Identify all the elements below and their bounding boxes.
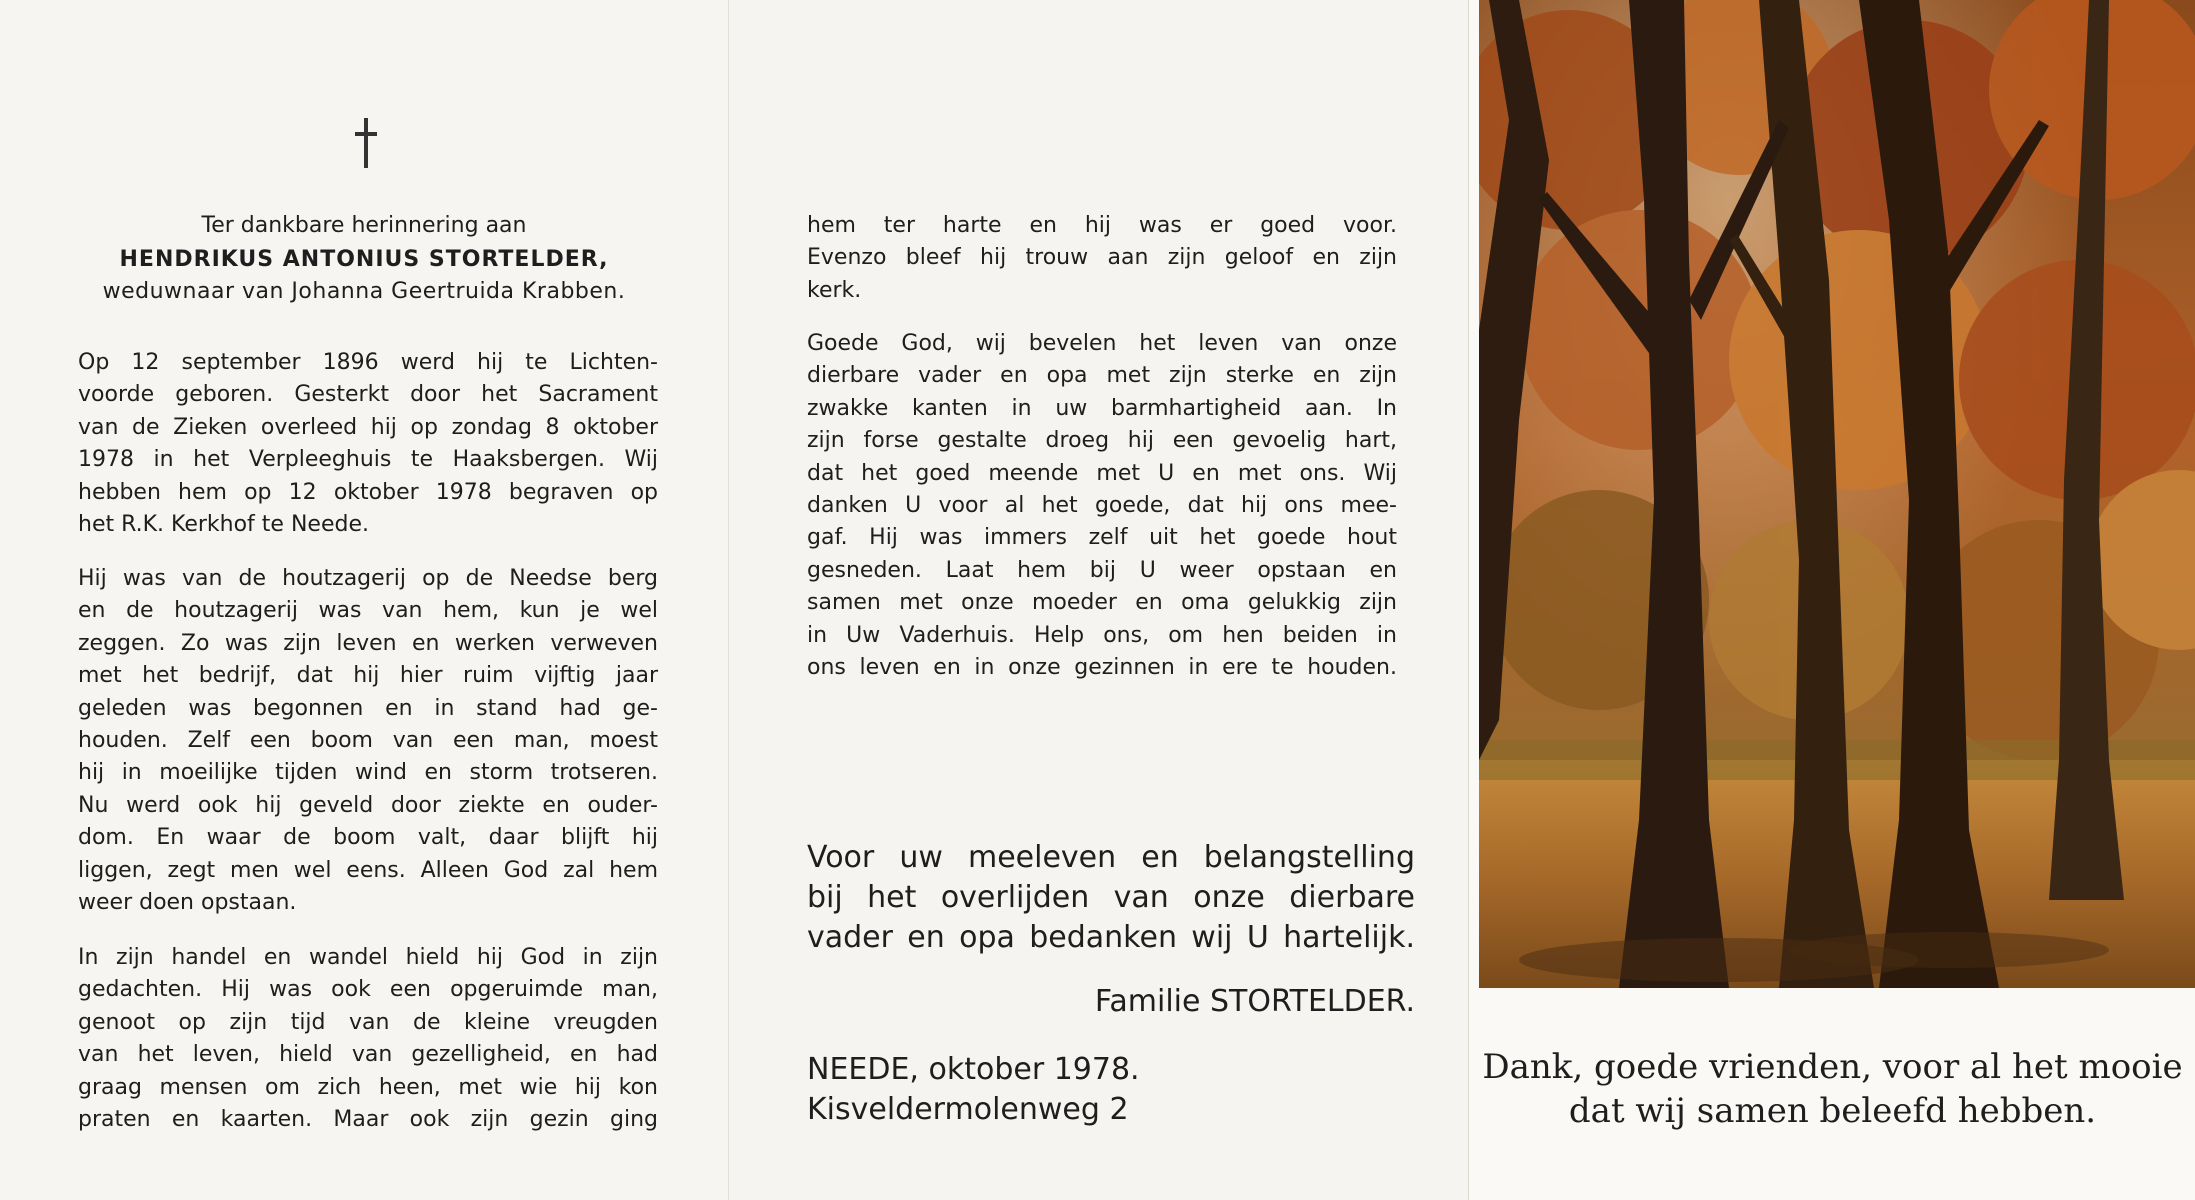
text-line: 1978 in het Verpleeghuis te Haaksbergen. Wij (78, 447, 658, 473)
text-line: liggen, zegt men wel eens. Alleen God zal hem (78, 857, 658, 883)
text-line: van de Zieken overleed hij op zondag 8 oktober (78, 414, 658, 440)
text-line: van het leven, hield van gezelligheid, en had (78, 1042, 658, 1068)
text-line: ons leven en in onze gezinnen in ere te houden. (807, 655, 1397, 681)
text-line: dat het goed meende met U en met ons. Wij (807, 460, 1397, 486)
text-line: hij in moeilijke tijden wind en storm trotseren. (78, 760, 658, 786)
cross-icon (355, 118, 377, 168)
text-line: het R.K. Kerkhof te Neede. (78, 512, 369, 538)
text-line: houden. Zelf een boom van een man, moest (78, 728, 658, 754)
text-line: hem ter harte en hij was er goed voor. (807, 213, 1397, 238)
text-line: gaf. Hij was immers zelf uit het goede hout (807, 525, 1397, 551)
intro-text: Ter dankbare herinnering aan (201, 213, 527, 238)
middle-panel (728, 0, 1468, 1200)
text-line: genoot op zijn tijd van de kleine vreugden (78, 1009, 658, 1035)
address: Kisveldermolenweg 2 (807, 1092, 1129, 1127)
text-line: Evenzo bleef hij trouw aan zijn geloof en zijn (807, 245, 1397, 271)
caption-line: dat wij samen beleefd hebben. (1568, 1091, 2097, 1131)
text-line: Goede God, wij bevelen het leven van onze (807, 331, 1397, 356)
caption-line: Dank, goede vrienden, voor al het mooie (1482, 1047, 2183, 1087)
text-line: samen met onze moeder en oma gelukkig zijn (807, 590, 1397, 616)
text-line: Op 12 september 1896 werd hij te Lichten- (78, 350, 658, 375)
biography-paragraph-3 (78, 942, 658, 1136)
right-panel (1468, 0, 2195, 1200)
text-line: kerk. (807, 277, 862, 303)
text-line: In zijn handel en wandel hield hij God in zijn (78, 945, 658, 970)
family-signature: Familie STORTELDER. (1094, 984, 1415, 1019)
text-line: gedachten. Hij was ook een opgeruimde man, (78, 977, 658, 1003)
text-line: dom. En waar de boom valt, daar blijft hij (78, 825, 658, 851)
text-line: zwakke kanten in uw barmhartigheid aan. In (807, 395, 1397, 421)
biography-paragraph-2 (78, 563, 658, 919)
autumn-forest-photo (1479, 0, 2195, 988)
text-line: dierbare vader en opa met zijn sterke en zijn (807, 363, 1397, 389)
text-line: geleden was begonnen en in stand had ge- (78, 695, 658, 721)
text-line: Hij was van de houtzagerij op de Needse berg (78, 566, 658, 591)
text-line: en de houtzagerij was van hem, kun je wel (78, 598, 658, 624)
left-panel (0, 0, 728, 1200)
widower-text: weduwnaar van Johanna Geertruida Krabben. (102, 279, 626, 304)
text-line: gesneden. Laat hem bij U weer opstaan en (807, 557, 1397, 583)
text-line: zijn forse gestalte droeg hij een gevoelig hart, (807, 428, 1397, 454)
text-line: voorde geboren. Gesterkt door het Sacrament (78, 382, 658, 408)
text-line: Nu werd ook hij geveld door ziekte en ouder- (78, 792, 658, 818)
text-line: hebben hem op 12 oktober 1978 begraven op (78, 479, 658, 505)
text-line: praten en kaarten. Maar ook zijn gezin ging (78, 1107, 658, 1133)
text-line: bij het overlijden van onze dierbare (807, 880, 1415, 915)
text-line: in Uw Vaderhuis. Help ons, om hen beiden in (807, 622, 1397, 648)
deceased-name: HENDRIKUS ANTONIUS STORTELDER, (119, 247, 609, 272)
text-line: zeggen. Zo was zijn leven en werken verweven (78, 630, 658, 656)
text-line: vader en opa bedanken wij U hartelijk. (807, 920, 1415, 955)
continuation-paragraph (807, 210, 1397, 307)
text-line: met het bedrijf, dat hij hier ruim vijftig jaar (78, 663, 658, 689)
prayer-paragraph (807, 328, 1397, 684)
text-line: weer doen opstaan. (78, 890, 297, 916)
photo-caption (1469, 1045, 2195, 1133)
text-line: graag mensen om zich heen, met wie hij kon (78, 1074, 658, 1100)
text-line: Voor uw meeleven en belangstelling (807, 840, 1415, 875)
place-date: NEEDE, oktober 1978. (807, 1052, 1140, 1087)
biography-paragraph-1 (78, 347, 658, 541)
thanks-paragraph (807, 838, 1415, 958)
text-line: danken U voor al het goede, dat hij ons mee- (807, 493, 1397, 519)
